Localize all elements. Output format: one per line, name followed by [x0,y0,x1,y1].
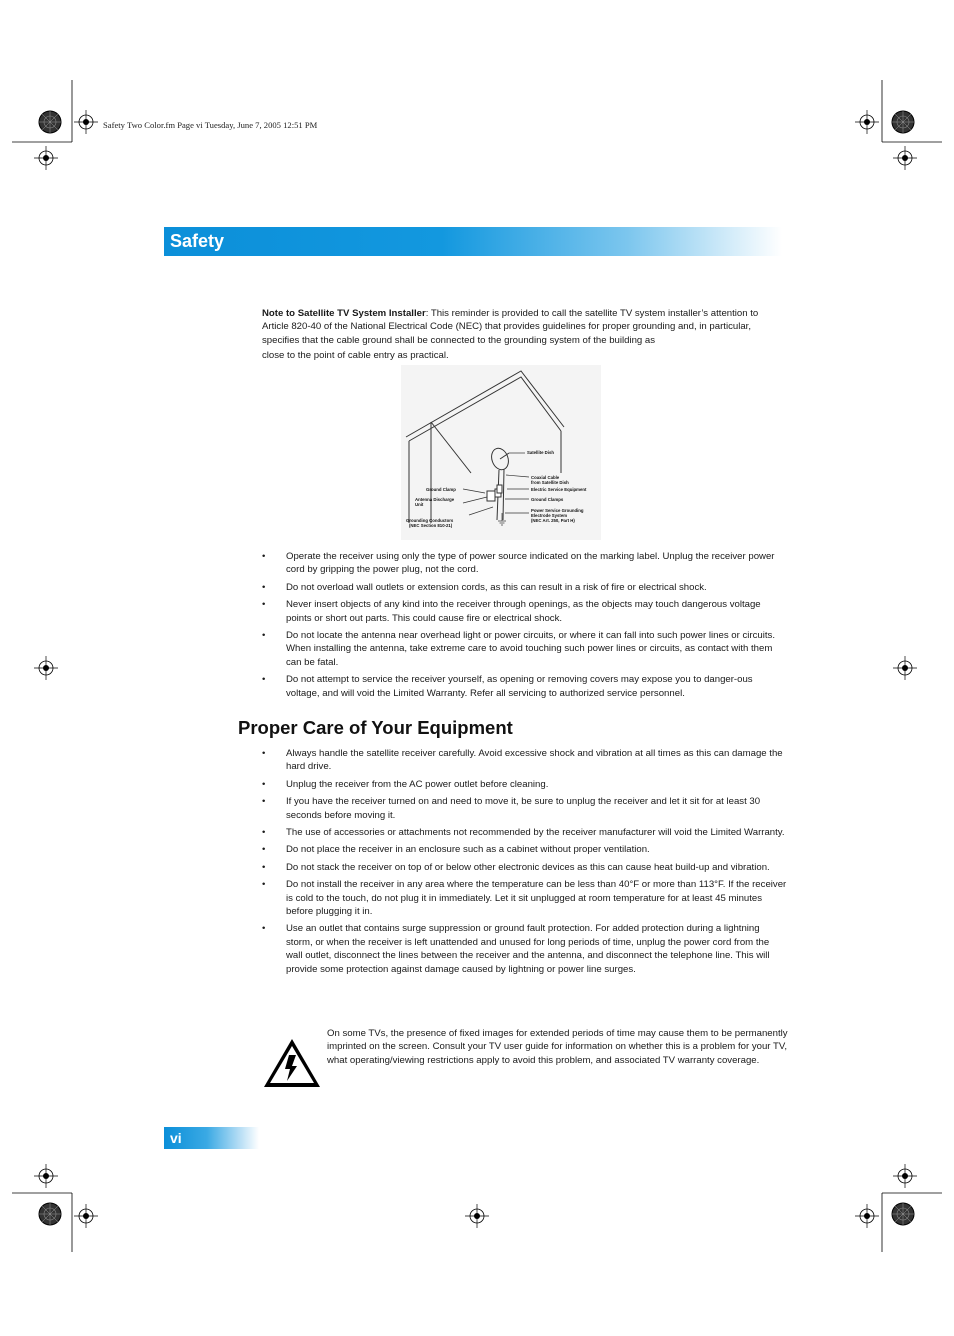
bullet-glyph: • [262,599,266,611]
bullet-glyph: • [262,630,266,642]
bullet-glyph: • [262,879,266,891]
care-bullet-list [262,747,788,980]
label-antenna-discharge-2: Unit [415,502,424,507]
bullet-glyph: • [262,827,266,839]
registration-mark-bottom-left [74,1204,98,1228]
list-item-text: Do not stack the receiver on top of or below other electronic devices as this can cause heat build-up and vibration. [286,861,770,873]
bullet-glyph: • [262,923,266,935]
bullet-glyph: • [262,674,266,686]
note-body: : This reminder is provided to call the satellite TV system installer’s attention to Article 820-40 of the National Electrical Code (NEC) that provides guidelines for proper grounding and, in particular, specifies that the cable ground shall be connected to the grounding system of the building as [262,308,759,346]
registration-mark-bottom-left [34,1164,58,1188]
note-last-line: close to the point of cable entry as practical. [262,350,449,362]
grounding-diagram [401,365,601,540]
list-item [262,861,788,874]
label-power-service-3: (NEC Art. 250, Part H) [531,518,575,523]
section-banner [164,227,782,256]
list-item-text: Do not overload wall outlets or extension cords, as this can result in a risk of fire or electrical shock. [286,581,707,593]
bullet-glyph: • [262,778,266,790]
label-coaxial-cable-1: Coaxial Cable [531,475,560,480]
registration-mark-left-middle [34,656,58,680]
list-item [262,843,788,856]
color-bar-mark-top-right [892,111,914,133]
list-item [262,795,788,822]
list-item-text: Operate the receiver using only the type of power source indicated on the marking label. Unplug the receiver power cord by gripping the power plug, not the cord. [286,551,775,576]
list-item [262,826,788,839]
registration-mark-bottom-center [465,1204,489,1228]
list-item [262,878,788,918]
safety-bullet-list [262,550,788,704]
bullet-glyph: • [262,581,266,593]
list-item-text: Never insert objects of any kind into the receiver through openings, as the objects may touch dangerous voltage points or short out parts. This could cause fire or electrical shock. [286,599,761,624]
label-ground-clamps: Ground Clamps [531,497,564,502]
list-item [262,598,788,625]
section-title: Safety [170,231,225,251]
registration-mark-bottom-right [893,1164,917,1188]
registration-mark-right-middle [893,656,917,680]
list-item [262,922,788,976]
list-item [262,747,788,774]
list-item-text: Do not place the receiver in an enclosure such as a cabinet without proper ventilation. [286,844,650,856]
list-item-text: Unplug the receiver from the AC power outlet before cleaning. [286,778,549,790]
color-bar-mark-bottom-right [892,1203,914,1225]
bullet-glyph: • [262,844,266,856]
care-heading: Proper Care of Your Equipment [238,717,513,738]
list-item-text: If you have the receiver turned on and need to move it, be sure to unplug the receiver and let it sit for at least 30 seconds before moving it. [286,796,761,821]
label-antenna-discharge-1: Antenna Discharge [415,497,455,502]
list-item [262,581,788,594]
color-bar-mark-top-left [39,111,61,133]
list-item-text: Always handle the satellite receiver carefully. Avoid excessive shock and vibration at all times as this can damage the hard drive. [286,748,783,773]
list-item-text: Do not install the receiver in any area where the temperature can be less than 40°F or more than 113°F. If the receiver is cold to the touch, do not plug it in immediately. Let it sit unplugged at room temperature for at least 45 minutes before plugging it in. [286,879,787,918]
label-coaxial-cable-2: from Satellite Dish [531,480,569,485]
label-grounding-conductors-2: (NEC Section 810-21) [409,523,453,528]
registration-mark-bottom-right [855,1204,879,1228]
bullet-glyph: • [262,551,266,562]
bullet-glyph: • [262,861,266,873]
list-item-text: Do not attempt to service the receiver yourself, as opening or removing covers may expose you to danger-ous voltage, and will void the Limited Warranty. Refer all servicing to authorized service personnel. [286,674,753,699]
note-lead: Note to Satellite TV System Installer [262,308,426,319]
list-item [262,673,788,700]
label-satellite-dish: Satellite Dish [527,450,554,455]
screen-burn-warning: On some TVs, the presence of fixed images for extended periods of time may cause them to be permanently imprinted on the screen. Consult your TV user guide for information on whether this is a problem for your TV, what operating/viewing restrictions apply to avoid this problem, and associated TV warranty coverage. [327,1028,788,1066]
bullet-glyph: • [262,796,266,808]
list-item [262,550,788,577]
list-item-text: Use an outlet that contains surge suppression or ground fault protection. For added protection during a lightning storm, or when the receiver is left unattended and unused for long periods of time, unplug the power cord from the wall outlet, disconnect the lines between the receiver and the antenna, and disconnect the telephone line. This will provide some protection against damage caused by lightning or power line surges. [286,923,770,975]
registration-mark-top-right [855,110,917,170]
bullet-glyph: • [262,748,266,759]
label-grounding-conductors-1: Grounding Conductors [406,518,454,523]
list-item-text: The use of accessories or attachments not recommended by the receiver manufacturer will void the Limited Warranty. [286,827,785,839]
list-item [262,629,788,669]
high-voltage-warning-icon [262,1037,322,1089]
page-number: vi [170,1130,182,1146]
color-bar-mark-bottom-left [39,1203,61,1225]
label-electric-service: Electric Service Equipment [531,487,587,492]
list-item-text: Do not locate the antenna near overhead light or power circuits, or where it can fall into such power lines or circuits. When installing the antenna, take extreme care to avoid touching such power lines or circuits, as contact with them can be fatal. [286,630,776,668]
label-power-service-1: Power Service Grounding [531,508,584,513]
installer-note [262,307,787,363]
label-power-service-2: Electrode System [531,513,568,518]
list-item [262,778,788,791]
file-slug: Safety Two Color.fm Page vi Tuesday, June 7, 2005 12:51 PM [103,120,318,130]
registration-mark-top-left [34,110,98,170]
label-ground-clamp: Ground Clamp [426,487,456,492]
